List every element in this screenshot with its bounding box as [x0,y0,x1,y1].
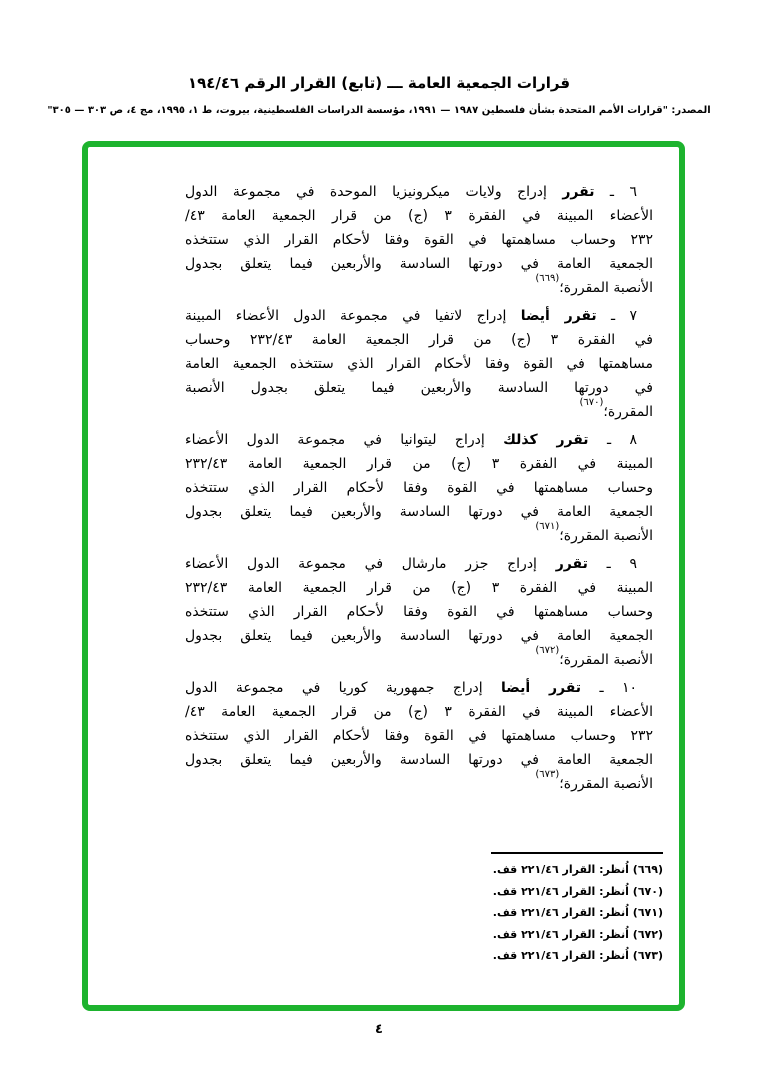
text-segment: إدراج لاتفيا في مجموعة الدول الأعضاء المبينة [185,308,521,324]
text-segment: إدراج جمهورية كوريا في مجموعة الدول [185,680,502,696]
text-line [185,204,653,228]
text-line [185,304,653,328]
footnote-separator-rule [491,852,663,854]
text-line [185,452,653,476]
footnote-reference: (٦٧٠) [579,397,604,409]
text-line [185,428,653,452]
text-segment: المبينة في الفقرة ٣ (ج) من قرار الجمعية العامة ٢٣٢/٤٣ [185,456,653,472]
text-segment: إدراج جزر مارشال في مجموعة الدول الأعضاء [185,556,556,572]
footnote-item: (٦٧٠) اُنظر: القرار ٢٢١/٤٦ قف. [492,884,663,898]
text-line [185,700,653,724]
text-line [185,521,653,548]
text-segment: الأنصبة المقررة؛ [559,528,653,544]
text-segment: ٢٣٢ وحساب مساهمتها في القوة وفقا لأحكام القرار الذي ستتخذه [185,232,653,248]
paragraph-٧ [185,304,653,424]
bold-text-segment: تقرر أيضا [501,680,582,696]
text-segment: في الفقرة ٣ (ج) من قرار الجمعية العامة ٢٣٢/٤٣ وحساب [185,332,653,348]
footnote-reference: (٦٧٢) [535,645,560,657]
paragraph-١٠ [185,676,653,796]
footnote-reference: (٦٧٣) [535,769,560,781]
text-segment: الأنصبة المقررة؛ [559,652,653,668]
text-line [185,476,653,500]
resolution-paragraphs [185,180,653,800]
source-line: المصدر: "قرارات الأمم المتحدة بشأن فلسطين ١٩٨٧ — ١٩٩١، مؤسسة الدراسات الفلسطينية، بيروت، ط ١، ١٩٩٥، مج ٤، ص ٣٠٣ — ٣٠٥" [47,105,711,116]
text-line [185,552,653,576]
footnote-reference: (٦٧١) [535,521,560,533]
footnote-item: (٦٧١) اُنظر: القرار ٢٢١/٤٦ قف. [492,906,663,919]
text-line [185,624,653,648]
text-segment: الأنصبة المقررة؛ [559,280,653,296]
text-segment: الجمعية العامة في دورتها السادسة والأربعين فيما يتعلق بجدول [185,256,653,272]
text-segment: الجمعية العامة في دورتها السادسة والأربعين فيما يتعلق بجدول [185,628,653,644]
paragraph-٦ [185,180,653,300]
text-line [185,645,653,672]
text-segment: ٩ ـ [587,556,637,572]
text-line [185,328,653,352]
text-line [185,576,653,600]
text-line [185,180,653,204]
text-segment: الأعضاء المبينة في الفقرة ٣ (ج) من قرار الجمعية العامة ٤٣/ [185,208,653,224]
text-line [185,748,653,772]
text-line [185,676,653,700]
footnote-list [491,859,663,967]
text-segment: الأعضاء المبينة في الفقرة ٣ (ج) من قرار الجمعية العامة ٤٣/ [185,704,653,720]
footnote-item: (٦٧٣) اُنظر: القرار ٢٢١/٤٦ قف. [492,949,663,962]
footnote-reference: (٦٦٩) [535,273,560,285]
text-segment: مساهمتها في القوة وفقا لأحكام القرار الذي ستتخذه الجمعية العامة [185,356,653,372]
text-line [185,600,653,624]
text-line [185,500,653,524]
text-line [185,769,653,796]
text-segment: إدراج ليتوانيا في مجموعة الدول الأعضاء [185,432,504,448]
bold-text-segment: تقرر [555,556,588,572]
text-segment: ٧ ـ [596,308,637,324]
text-line [185,352,653,376]
text-line [185,724,653,748]
text-line [185,252,653,276]
text-segment: إدراج ولايات ميكرونيزيا الموحدة في مجموعة الدول [185,184,563,200]
paragraph-٩ [185,552,653,672]
text-segment: المقررة؛ [603,404,653,420]
text-line [185,273,653,300]
page-title: قرارات الجمعية العامة ـــ (تابع) القرار الرقم ١٩٤/٤٦ [187,74,571,92]
text-segment: في دورتها السادسة والأربعين فيما يتعلق بجدول الأنصبة [185,380,653,396]
text-segment: ٦ ـ [594,184,637,200]
page-number: ٤ [375,1022,383,1037]
text-line [185,228,653,252]
text-segment: ٢٣٢ وحساب مساهمتها في القوة وفقا لأحكام القرار الذي ستتخذه [185,728,653,744]
text-segment: ١٠ ـ [581,680,637,696]
text-segment: الجمعية العامة في دورتها السادسة والأربعين فيما يتعلق بجدول [185,504,653,520]
text-segment: الجمعية العامة في دورتها السادسة والأربعين فيما يتعلق بجدول [185,752,653,768]
paragraph-٨ [185,428,653,548]
text-segment: الأنصبة المقررة؛ [559,776,653,792]
bold-text-segment: تقرر [562,184,595,200]
bold-text-segment: تقرر كذلك [503,432,589,448]
text-segment: وحساب مساهمتها في القوة وفقا لأحكام القرار الذي ستتخذه [185,480,653,496]
bold-text-segment: تقرر أيضا [520,308,597,324]
footnote-item: (٦٧٢) اُنظر: القرار ٢٢١/٤٦ قف. [492,927,663,941]
text-segment: المبينة في الفقرة ٣ (ج) من قرار الجمعية العامة ٢٣٢/٤٣ [185,580,653,596]
green-frame [82,141,685,1011]
footnote-item: (٦٦٩) اُنظر: القرار ٢٢١/٤٦ قف. [492,863,663,876]
text-segment: وحساب مساهمتها في القوة وفقا لأحكام القرار الذي ستتخذه [185,604,653,620]
text-segment: ٨ ـ [588,432,637,448]
footnotes-block [491,852,663,967]
text-line [185,397,653,424]
